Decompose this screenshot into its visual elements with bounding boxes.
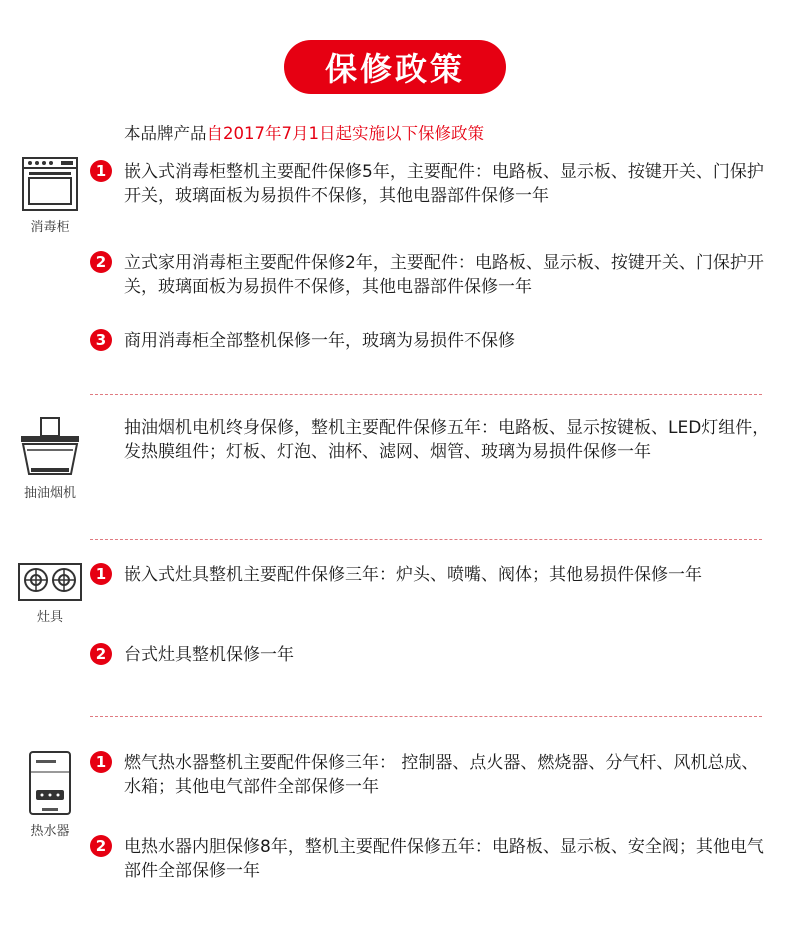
item-number-badge: 2 xyxy=(90,643,112,665)
item-text: 立式家用消毒柜主要配件保修2年，主要配件：电路板、显示板、按键开关、门保护开关，玻璃面板为易损件不保修，其他电器部件保修一年 xyxy=(124,253,764,297)
sterilizer-section-icon xyxy=(18,156,82,235)
item-number-badge: 1 xyxy=(90,751,112,773)
item-text: 嵌入式灶具整机主要配件保修三年：炉头、喷嘴、阀体；其他易损件保修一年 xyxy=(124,565,702,585)
water-heater-section-icon xyxy=(18,750,82,839)
section-divider xyxy=(90,539,762,540)
section-divider xyxy=(90,394,762,395)
range-hood-label: 抽油烟机 xyxy=(23,486,76,501)
water-heater-icon xyxy=(28,750,72,816)
intro-line xyxy=(124,123,484,145)
list-item xyxy=(90,751,770,799)
sterilizer-cabinet-icon xyxy=(21,156,79,212)
list-item xyxy=(90,329,770,353)
list-item xyxy=(90,416,770,464)
item-number-badge: 1 xyxy=(90,160,112,182)
intro-highlight: 自2017年7月1日起实施以下保修政策 xyxy=(206,124,484,143)
list-item xyxy=(90,643,770,667)
intro-prefix: 本品牌产品 xyxy=(124,124,207,143)
item-text: 商用消毒柜全部整机保修一年，玻璃为易损件不保修 xyxy=(124,331,515,351)
item-number-badge: 2 xyxy=(90,251,112,273)
list-item xyxy=(90,563,770,587)
item-text: 电热水器内胆保修8年，整机主要配件保修五年：电路板、显示板、安全阀；其他电气部件全部保修一年 xyxy=(124,837,764,881)
item-number-badge: 3 xyxy=(90,329,112,351)
item-text: 燃气热水器整机主要配件保修三年： 控制器、点火器、燃烧器、分气杆、风机总成、水箱；其他电气部件全部保修一年 xyxy=(124,753,759,797)
page-title: 保修政策 xyxy=(284,40,506,94)
list-item xyxy=(90,251,770,299)
sterilizer-label: 消毒柜 xyxy=(30,220,70,235)
item-text: 抽油烟机电机终身保修，整机主要配件保修五年：电路板、显示按键板、LED灯组件，发热膜组件；灯板、灯泡、油杯、滤网、烟管、玻璃为易损件保修一年 xyxy=(124,418,770,462)
item-text: 嵌入式消毒柜整机主要配件保修5年，主要配件：电路板、显示板、按键开关、门保护开关，玻璃面板为易损件不保修，其他电器部件保修一年 xyxy=(124,162,764,206)
item-number-badge: 1 xyxy=(90,563,112,585)
list-item xyxy=(90,160,770,208)
gas-stove-icon xyxy=(17,562,83,602)
section-divider xyxy=(90,716,762,717)
item-text: 台式灶具整机保修一年 xyxy=(124,645,294,665)
range-hood-section-icon xyxy=(18,416,82,501)
water-heater-label: 热水器 xyxy=(30,824,70,839)
gas-stove-section-icon xyxy=(18,562,82,625)
item-number-badge: 2 xyxy=(90,835,112,857)
range-hood-icon xyxy=(19,416,81,478)
list-item xyxy=(90,835,770,883)
gas-stove-label: 灶具 xyxy=(36,610,63,625)
